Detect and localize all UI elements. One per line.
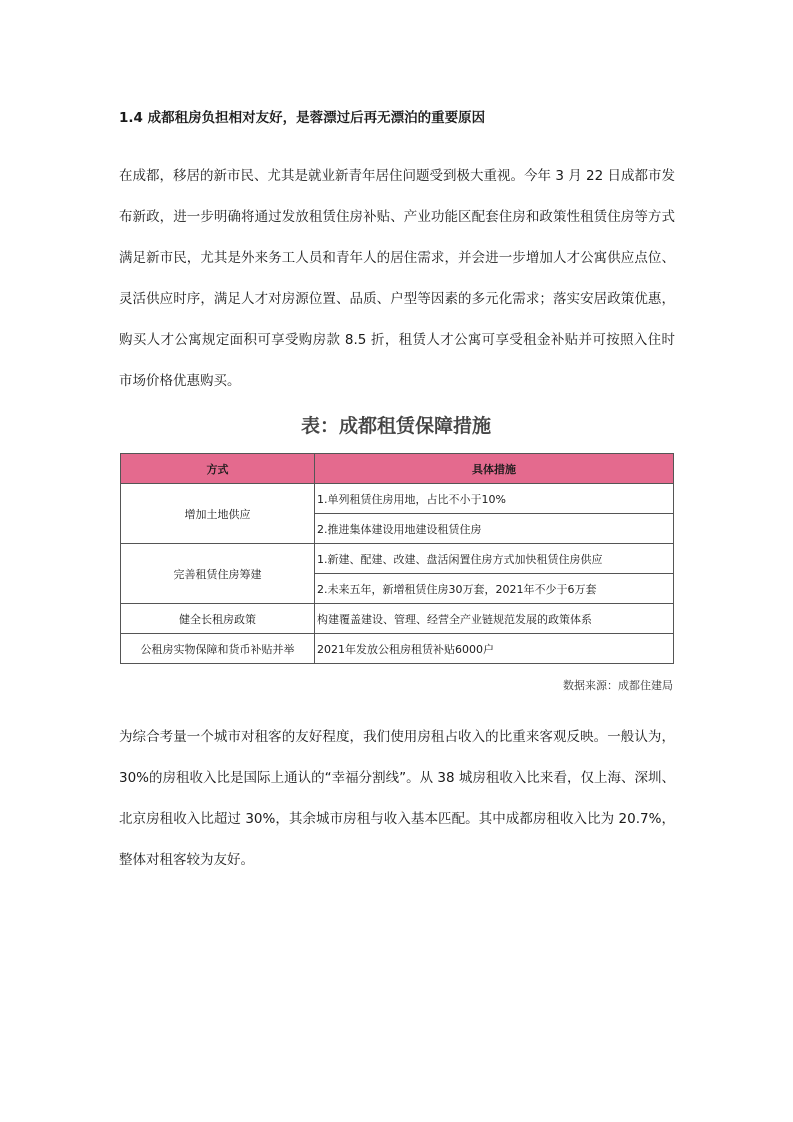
- table-title: 表：成都租赁保障措施: [300, 415, 491, 437]
- intro-paragraph: 在成都，移居的新市民、尤其是就业新青年居住问题受到极大重视。今年 3 月 22 日成都市发布新政，进一步明确将通过发放租赁住房补贴、产业功能区配套住房和政策性租赁住房等方式满足新市民，尤其是外来务工人员和青年人的居住需求，并会进一步增加人才公寓供应点位、灵活供应时序，满足人才对房源位置、品质、户型等因素的多元化需求；落实安居政策优惠，购买人才公寓规定面积可享受购房款 8.5 折，租赁人才公寓可享受租金补贴并可按照入住时市场价格优惠购买。: [119, 168, 675, 389]
- detail-cell: 1.单列租赁住房用地，占比不小于10%: [315, 484, 674, 514]
- analysis-paragraph: 为综合考量一个城市对租客的友好程度，我们使用房租占收入的比重来客观反映。一般认为，30%的房租收入比是国际上通认的“幸福分割线”。从 38 城房租收入比来看，仅上海、深圳、北京房租收入比超过 30%，其余城市房租与收入基本匹配。其中成都房租收入比为 20.7%，整体对租客较为友好。: [119, 729, 675, 868]
- table-row: [121, 604, 674, 634]
- detail-cell: 2021年发放公租房租赁补贴6000户: [315, 634, 674, 664]
- header-details: 具体措施: [315, 454, 674, 484]
- detail-cell: 2.推进集体建设用地建设租赁住房: [315, 514, 674, 544]
- detail-cell: 2.未来五年，新增租赁住房30万套，2021年不少于6万套: [315, 574, 674, 604]
- data-source-note: 数据来源：成都住建局: [563, 679, 673, 692]
- method-cell-public-housing: 公租房实物保障和货币补贴并举: [121, 634, 315, 664]
- detail-cell: 构建覆盖建设、管理、经营全产业链规范发展的政策体系: [315, 604, 674, 634]
- table-header-row: [121, 454, 674, 484]
- method-cell-land-supply: 增加土地供应: [121, 484, 315, 544]
- table-row: [121, 484, 674, 514]
- method-cell-long-term-rental: 健全长租房政策: [121, 604, 315, 634]
- header-method: 方式: [121, 454, 315, 484]
- table-row: [121, 634, 674, 664]
- section-title: 1.4 成都租房负担相对友好，是蓉漂过后再无漂泊的重要原因: [119, 110, 486, 126]
- detail-cell: 1.新建、配建、改建、盘活闲置住房方式加快租赁住房供应: [315, 544, 674, 574]
- rental-measures-table: [120, 453, 674, 664]
- method-cell-construction: 完善租赁住房筹建: [121, 544, 315, 604]
- table-row: [121, 544, 674, 574]
